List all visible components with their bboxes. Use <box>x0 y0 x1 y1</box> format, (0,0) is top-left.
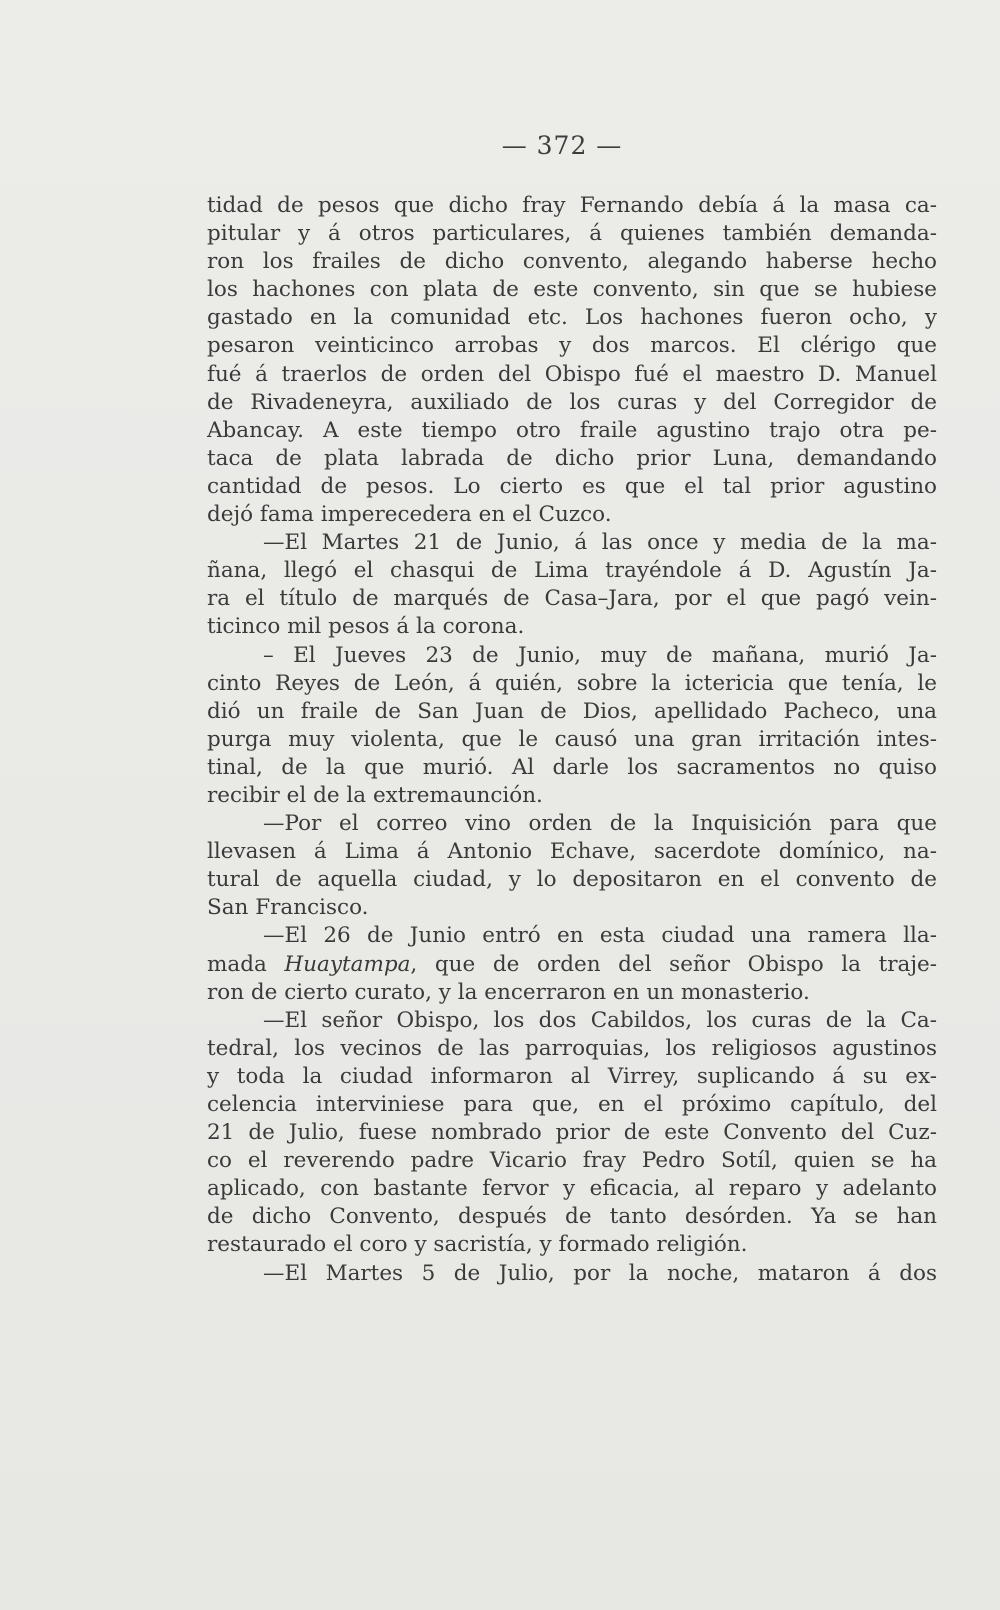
text-line: aplicado, con bastante fervor y eficacia, al reparo y adelanto <box>207 1176 937 1202</box>
text-line: y toda la ciudad informaron al Virrey, suplicando á su ex- <box>207 1063 937 1089</box>
text-line: cinto Reyes de León, á quién, sobre la ictericia que tenía, le <box>207 670 937 696</box>
text-line: ron los frailes de dicho convento, alegando haberse hecho <box>207 249 937 275</box>
text-line: 21 de Julio, fuese nombrado prior de este Convento del Cuz- <box>207 1120 937 1146</box>
text-line: ra el título de marqués de Casa–Jara, por el que pagó vein- <box>207 586 937 612</box>
text-line: purga muy violenta, que le causó una gran irritación intes- <box>207 726 937 752</box>
page-number: — 372 — <box>501 131 623 160</box>
text-line: gastado en la comunidad etc. Los hachones fueron ocho, y <box>207 305 937 331</box>
text-segment: mada <box>207 951 285 977</box>
paragraph-start-line: —El Martes 5 de Julio, por la noche, mataron á dos <box>263 1260 937 1286</box>
paragraph-end-line: ron de cierto curato, y la encerraron en un monasterio. <box>207 979 810 1005</box>
paragraph-start-line: – El Jueves 23 de Junio, muy de mañana, murió Ja- <box>263 642 937 668</box>
text-line: los hachones con plata de este convento, sin que se hubiese <box>207 277 937 303</box>
text-line: cantidad de pesos. Lo cierto es que el tal prior agustino <box>207 473 937 499</box>
text-line: de dicho Convento, después de tanto desórden. Ya se han <box>207 1204 937 1230</box>
paragraph-end-line: San Francisco. <box>207 895 369 921</box>
text-line: Abancay. A este tiempo otro fraile agustino trajo otra pe- <box>207 417 937 443</box>
paragraph-end-line: ticinco mil pesos á la corona. <box>207 614 525 640</box>
italic-name: Huaytampa <box>284 951 411 977</box>
text-line: pesaron veinticinco arrobas y dos marcos. El clérigo que <box>207 333 937 359</box>
text-line: dió un fraile de San Juan de Dios, apellidado Pacheco, una <box>207 698 937 724</box>
text-line: pitular y á otros particulares, á quienes también demanda- <box>207 221 937 247</box>
text-line: tural de aquella ciudad, y lo depositaron en el convento de <box>207 867 937 893</box>
text-line: tidad de pesos que dicho fray Fernando debía á la masa ca- <box>207 193 937 218</box>
text-line: ñana, llegó el chasqui de Lima trayéndole á D. Agustín Ja- <box>207 558 937 584</box>
paragraph-start-line: —Por el correo vino orden de la Inquisición para que <box>263 811 937 837</box>
text-line: taca de plata labrada de dicho prior Luna, demandando <box>207 445 937 471</box>
text-line-with-italic <box>207 951 937 979</box>
body-text <box>207 192 937 1288</box>
text-line: llevasen á Lima á Antonio Echave, sacerdote domínico, na- <box>207 839 937 865</box>
paragraph-end-line: restaurado el coro y sacristía, y formado religión. <box>207 1232 748 1258</box>
text-line: de Rivadeneyra, auxiliado de los curas y del Corregidor de <box>207 389 937 415</box>
paragraph-start-line: —El señor Obispo, los dos Cabildos, los curas de la Ca- <box>263 1007 937 1033</box>
paragraph-start-line: —El 26 de Junio entró en esta ciudad una ramera lla- <box>263 923 937 949</box>
text-line: fué á traerlos de orden del Obispo fué el maestro D. Manuel <box>207 361 937 387</box>
text-line: tinal, de la que murió. Al darle los sacramentos no quiso <box>207 754 937 780</box>
paragraph-end-line: recibir el de la extremaunción. <box>207 782 543 808</box>
text-line: celencia interviniese para que, en el próximo capítulo, del <box>207 1092 937 1117</box>
paragraph-end-line: dejó fama imperecedera en el Cuzco. <box>207 502 612 528</box>
text-segment: , que de orden del señor Obispo la traje- <box>410 951 937 977</box>
paragraph-start-line: —El Martes 21 de Junio, á las once y media de la ma- <box>263 530 937 556</box>
text-line: co el reverendo padre Vicario fray Pedro Sotíl, quien se ha <box>207 1148 937 1174</box>
text-line: tedral, los vecinos de las parroquias, los religiosos agustinos <box>207 1035 937 1061</box>
